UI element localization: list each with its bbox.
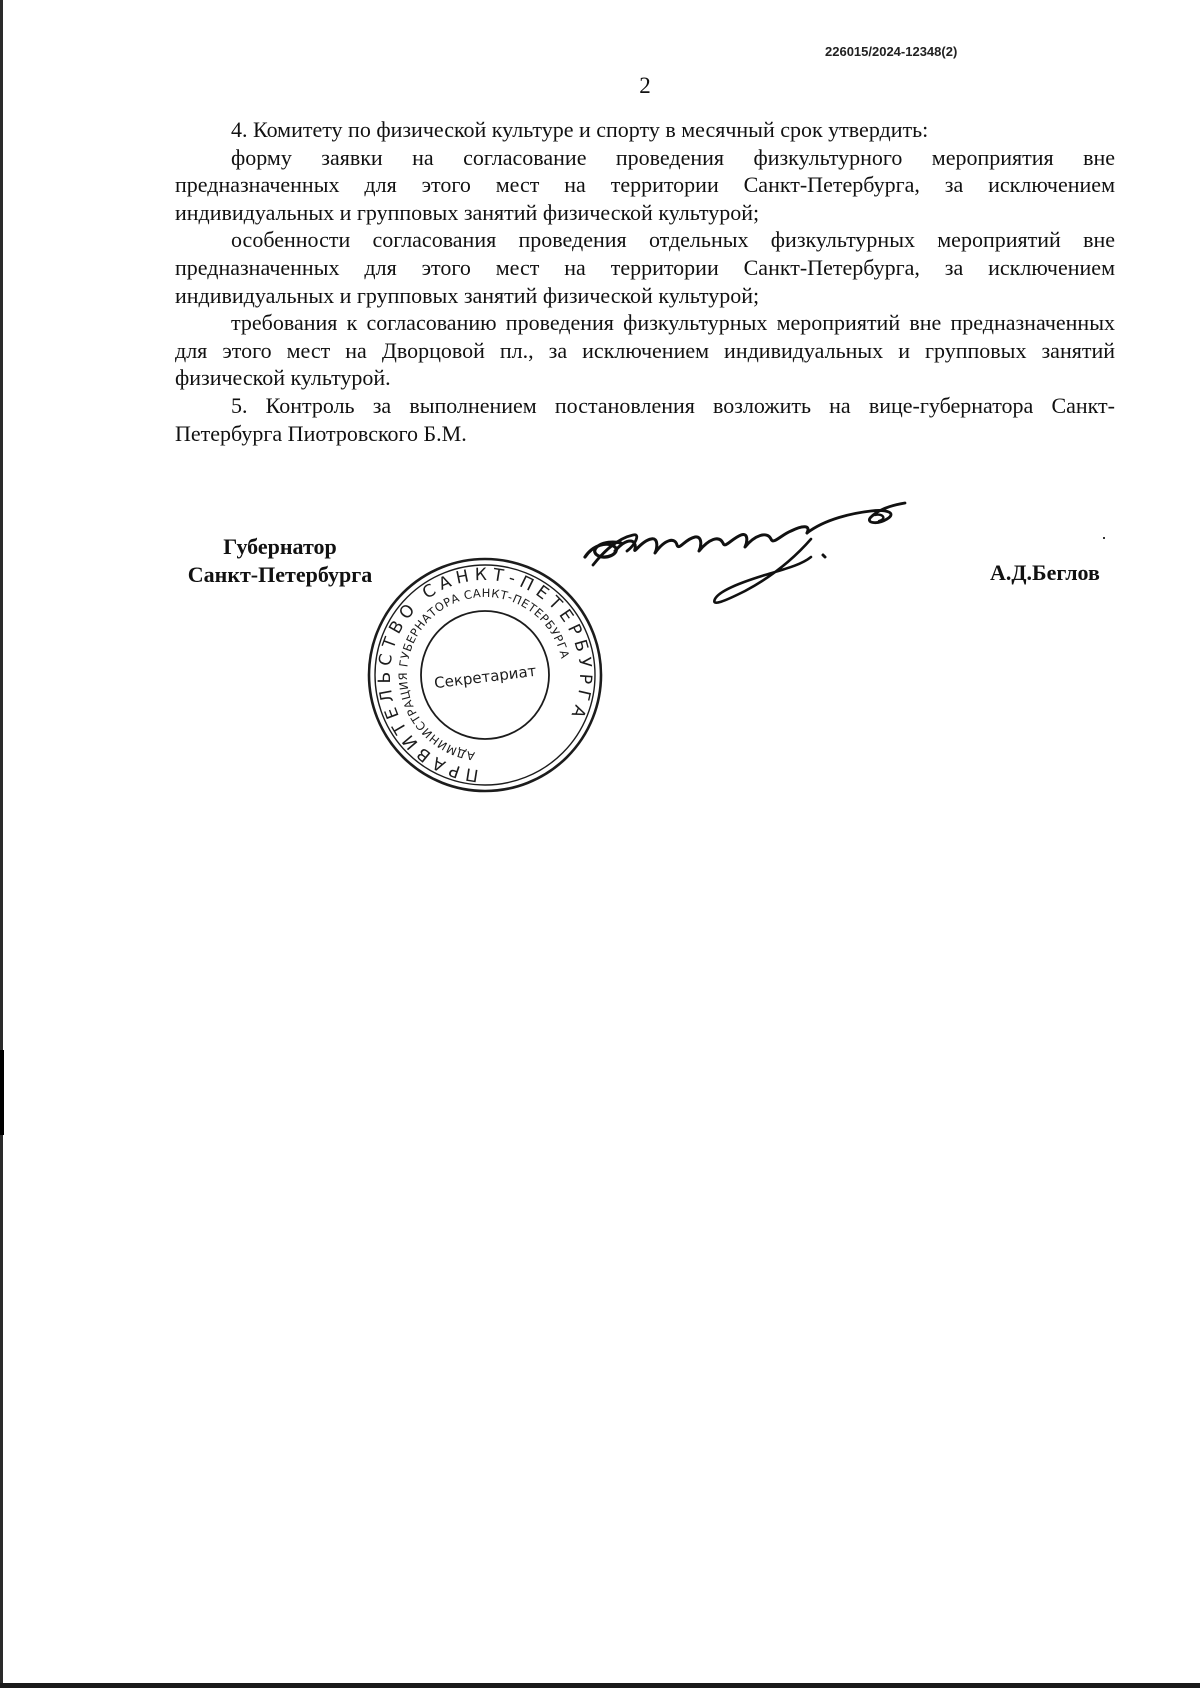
svg-text:ПРАВИТЕЛЬСТВО САНКТ-ПЕТЕРБУРГА: ПРАВИТЕЛЬСТВО САНКТ-ПЕТЕРБУРГА [375,564,596,786]
svg-text:АДМИНИСТРАЦИЯ ГУБЕРНАТОРА САНК: АДМИНИСТРАЦИЯ ГУБЕРНАТОРА САНКТ-ПЕТЕРБУРГА [395,585,573,764]
signer-name: А.Д.Беглов [990,560,1100,585]
registration-number: 226015/2024-12348(2) [825,44,958,59]
paragraph-item-5: 5. Контроль за выполнением постановления возложить на вице-губернатора Санкт-Петербурга Пиотровского Б.М. [175,392,1115,446]
scan-speck [1103,537,1105,539]
signer-title-line2: Санкт-Петербурга [187,562,373,587]
body-text [175,116,1115,447]
scan-bottom-edge [0,1683,1200,1688]
signer-title-line1: Губернатор [223,534,337,559]
signer-title [175,533,385,589]
page-number: 2 [639,73,651,98]
official-seal [366,557,604,793]
paragraph-palace-square-requirements: требования к согласованию проведения физкультурных мероприятий вне предназначенных для этого мест на Дворцовой пл., за исключением индивидуальных и групповых занятий физической культурой. [175,310,1115,391]
paragraph-item-4: 4. Комитету по физической культуре и спорту в месячный срок утвердить: [231,117,929,142]
paragraph-approval-specifics: особенности согласования проведения отдельных физкультурных мероприятий вне предназначенных для этого мест на территории Санкт-Петербурга, за исключением индивидуальных и групповых занятий физической культурой; [175,227,1115,308]
paragraph-application-form: форму заявки на согласование проведения физкультурного мероприятия вне предназначенных для этого мест на территории Санкт-Петербурга, за исключением индивидуальных и групповых занятий физической культурой; [175,144,1115,225]
handwritten-signature [575,495,945,620]
svg-text:Секретариат: Секретариат [433,661,538,693]
scan-left-mark [0,1050,4,1135]
scan-left-edge [0,0,3,1688]
